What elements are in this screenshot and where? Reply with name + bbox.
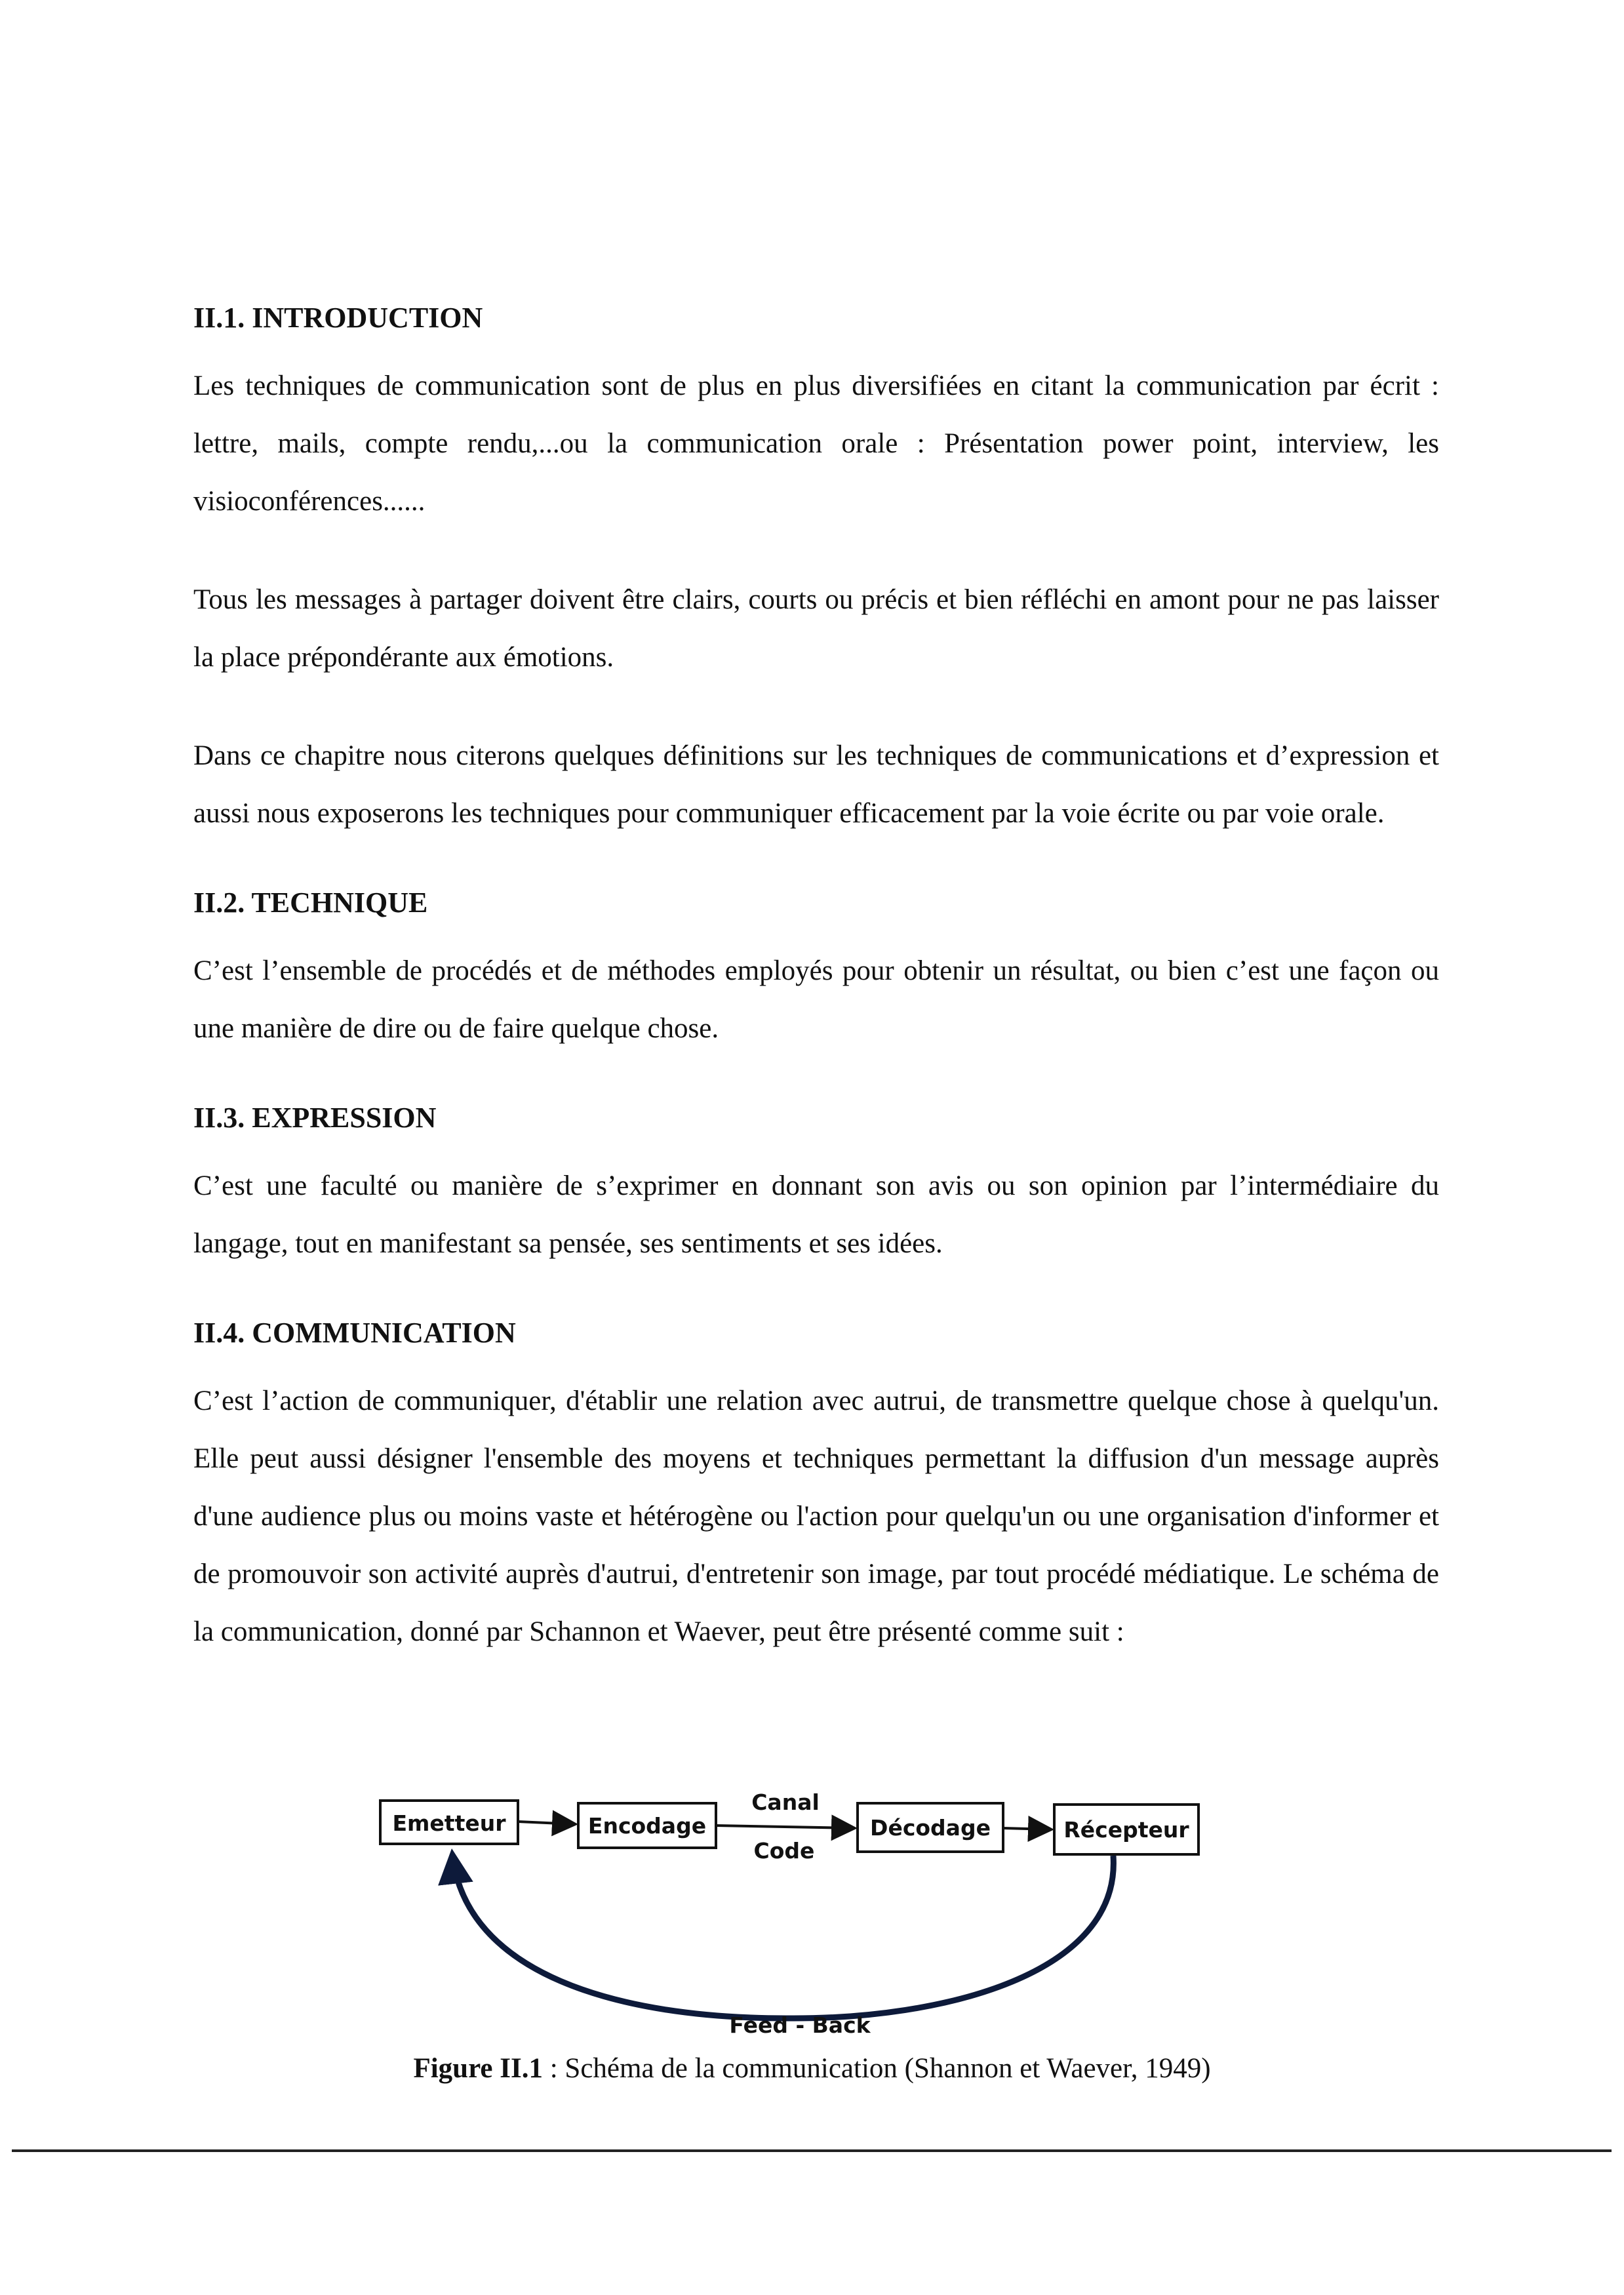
figure-caption-label: Figure II.1 [413,2053,543,2084]
encodage-box [578,1803,716,1848]
decodage-label: Décodage [870,1815,991,1841]
figure-caption-text: : Schéma de la communication (Shannon et Waever, 1949) [542,2053,1211,2084]
paragraph-intro-1: Les techniques de communication sont de plus en plus diversifiées en citant la communication par écrit : lettre, mails, compte rendu,...ou la communication orale : Présentation power point, interview, les visioconférences...... [193,370,1439,517]
code-label: Code [753,1838,815,1864]
paragraph-communication: C’est l’action de communiquer, d'établir une relation avec autrui, de transmettre quelque chose à quelqu'un. Elle peut aussi désigner l'ensemble des moyens et techniques permettant la diffusion d'un message auprès d'une audience plus ou moins vaste et hétérogène ou l'action pour quelqu'un ou une organisation d'informer et de promouvoir son activité auprès d'autrui, d'entretenir son image, par tout procédé médiatique. Le schéma de la communication, donné par Schannon et Waever, peut être présenté comme suit : [193,1386,1439,1647]
encodage-label: Encodage [587,1813,707,1839]
figure-caption [0,2052,1624,2085]
heading-introduction: II.1. INTRODUCTION [193,302,483,334]
arrow-emetteur-encodage [518,1822,576,1824]
document-body [193,298,1439,1661]
heading-expression: II.3. EXPRESSION [193,1102,437,1134]
arrow-encodage-decodage [716,1826,855,1828]
heading-communication: II.4. COMMUNICATION [193,1317,516,1349]
paragraph-expression: C’est une faculté ou manière de s’exprimer en donnant son avis ou son opinion par l’intermédiaire du langage, tout en manifestant sa pensée, ses sentiments et ses idées. [193,1170,1439,1259]
recepteur-box [1054,1805,1198,1854]
feedback-label: Feed - Back [729,2012,871,2038]
footer-rule [12,2149,1612,2152]
canal-label: Canal [751,1789,820,1815]
feedback-arrow [452,1854,1113,2018]
emetteur-label: Emetteur [392,1810,506,1836]
emetteur-box [380,1801,518,1844]
paragraph-intro-2: Tous les messages à partager doivent être clairs, courts ou précis et bien réfléchi en amont pour ne pas laisser la place prépondérante aux émotions. [193,584,1439,673]
paragraph-technique: C’est l’ensemble de procédés et de méthodes employés pour obtenir un résultat, ou bien c’est une façon ou une manière de dire ou de faire quelque chose. [193,955,1439,1044]
paragraph-intro-3: Dans ce chapitre nous citerons quelques définitions sur les techniques de communications et d’expression et aussi nous exposerons les techniques pour communiquer efficacement par la voie écrite ou par voie orale. [193,740,1439,829]
recepteur-label: Récepteur [1063,1817,1189,1843]
communication-diagram [367,1777,1206,2052]
arrow-decodage-recepteur [1003,1828,1052,1829]
heading-technique: II.2. TECHNIQUE [193,887,428,919]
decodage-box [858,1803,1003,1852]
